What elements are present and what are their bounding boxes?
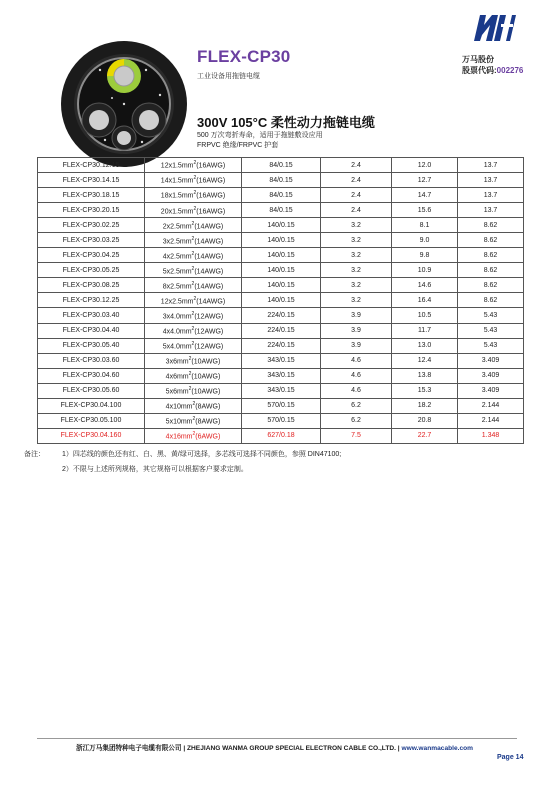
table-cell-strand: 343/0.15 (242, 383, 321, 398)
table-cell-strand: 570/0.15 (242, 398, 321, 413)
table-cell-part: FLEX-CP30.03.25 (38, 233, 145, 248)
table-cell-strand: 627/0.18 (242, 428, 321, 443)
table-cell-spec: $4x4.0mm^2(12AWG)$ (145, 323, 242, 338)
table-row (38, 173, 524, 188)
table-cell-c3: 2.4 (321, 203, 392, 218)
table-cell-c5: 13.7 (458, 158, 524, 173)
table-cell-part: FLEX-CP30.12.15 (38, 158, 145, 173)
table-row (38, 383, 524, 398)
table-row (38, 398, 524, 413)
table-cell-strand: 343/0.15 (242, 368, 321, 383)
table-cell-part: FLEX-CP30.12.25 (38, 293, 145, 308)
table-cell-c3: 7.5 (321, 428, 392, 443)
table-cell-spec: $4x16mm^2(6AWG)$ (145, 428, 242, 443)
table-cell-spec: $4x6mm^2(10AWG)$ (145, 368, 242, 383)
table-cell-c3: 3.9 (321, 308, 392, 323)
table-cell-c4: 12.4 (392, 353, 458, 368)
table-cell-spec: $4x2.5mm^2(14AWG)$ (145, 248, 242, 263)
table-cell-c4: 15.3 (392, 383, 458, 398)
table-row (38, 188, 524, 203)
table-cell-part: FLEX-CP30.02.25 (38, 218, 145, 233)
table-cell-c4: 14.6 (392, 278, 458, 293)
table-cell-spec: $8x2.5mm^2(14AWG)$ (145, 278, 242, 293)
table-row (38, 353, 524, 368)
table-cell-part: FLEX-CP30.20.15 (38, 203, 145, 218)
table-row (38, 203, 524, 218)
table-cell-c3: 3.2 (321, 218, 392, 233)
table-cell-c5: 1.348 (458, 428, 524, 443)
table-cell-strand: 140/0.15 (242, 293, 321, 308)
table-cell-c5: 5.43 (458, 338, 524, 353)
table-cell-part: FLEX-CP30.04.60 (38, 368, 145, 383)
table-row (38, 308, 524, 323)
stock-code (462, 65, 523, 76)
table-cell-strand: 84/0.15 (242, 173, 321, 188)
stock-code-value: 002276 (496, 66, 524, 75)
product-subtitle: 工业设备用拖链电缆 (197, 73, 260, 80)
table-cell-c3: 4.6 (321, 353, 392, 368)
table-cell-c4: 13.0 (392, 338, 458, 353)
table-cell-part: FLEX-CP30.03.60 (38, 353, 145, 368)
table-cell-c5: 3.409 (458, 368, 524, 383)
table-cell-c4: 12.0 (392, 158, 458, 173)
table-cell-spec: $3x2.5mm^2(14AWG)$ (145, 233, 242, 248)
table-cell-c5: 8.62 (458, 278, 524, 293)
table-cell-part: FLEX-CP30.03.40 (38, 308, 145, 323)
table-cell-part: FLEX-CP30.04.25 (38, 248, 145, 263)
table-row (38, 248, 524, 263)
spec-table (37, 157, 524, 444)
product-title: FLEX-CP30 (197, 47, 291, 66)
table-cell-c4: 20.8 (392, 413, 458, 428)
table-cell-c4: 15.6 (392, 203, 458, 218)
table-row (38, 218, 524, 233)
table-cell-c4: 12.7 (392, 173, 458, 188)
table-cell-part: FLEX-CP30.08.25 (38, 278, 145, 293)
table-cell-strand: 140/0.15 (242, 248, 321, 263)
table-cell-spec: $14x1.5mm^2(16AWG)$ (145, 173, 242, 188)
table-cell-part: FLEX-CP30.05.100 (38, 413, 145, 428)
table-cell-c5: 13.7 (458, 203, 524, 218)
table-cell-strand: 343/0.15 (242, 353, 321, 368)
page-number: Page 14 (497, 754, 524, 761)
table-cell-c3: 6.2 (321, 413, 392, 428)
table-cell-c5: 8.62 (458, 263, 524, 278)
table-cell-c5: 8.62 (458, 293, 524, 308)
table-cell-spec: $4x10mm^2(8AWG)$ (145, 398, 242, 413)
table-cell-c4: 9.8 (392, 248, 458, 263)
table-cell-c3: 3.2 (321, 293, 392, 308)
table-cell-c5: 3.409 (458, 353, 524, 368)
table-row (38, 293, 524, 308)
note-2: 2）不限与上述所列规格，其它规格可以根据客户要求定制。 (62, 466, 248, 473)
table-cell-c5: 3.409 (458, 383, 524, 398)
table-cell-c5: 13.7 (458, 173, 524, 188)
cable-cross-section-image (60, 40, 188, 168)
footer-company: 浙江万马集团特种电子电缆有限公司 | ZHEJIANG WANMA GROUP SPECIAL ELECTRON CABLE CO.,LTD. | (76, 745, 402, 752)
table-row (38, 158, 524, 173)
table-cell-spec: $12x2.5mm^2(14AWG)$ (145, 293, 242, 308)
table-cell-c3: 4.6 (321, 368, 392, 383)
table-cell-spec: $12x1.5mm^2(16AWG)$ (145, 158, 242, 173)
product-heading: 300V 105°C 柔性动力拖链电缆 (197, 115, 375, 130)
table-cell-spec: $20x1.5mm^2(16AWG)$ (145, 203, 242, 218)
table-cell-spec: $5x10mm^2(8AWG)$ (145, 413, 242, 428)
notes-label: 备注： (24, 451, 45, 458)
table-cell-c3: 2.4 (321, 188, 392, 203)
footer-divider (37, 738, 517, 739)
table-cell-part: FLEX-CP30.05.25 (38, 263, 145, 278)
footer-text (76, 742, 473, 752)
table-cell-c4: 18.2 (392, 398, 458, 413)
table-cell-c3: 3.2 (321, 263, 392, 278)
table-cell-part: FLEX-CP30.18.15 (38, 188, 145, 203)
table-cell-part: FLEX-CP30.04.160 (38, 428, 145, 443)
table-cell-c5: 2.144 (458, 398, 524, 413)
table-row (38, 233, 524, 248)
table-row (38, 368, 524, 383)
table-row (38, 323, 524, 338)
table-cell-c3: 3.2 (321, 233, 392, 248)
table-cell-c3: 2.4 (321, 158, 392, 173)
table-cell-c4: 13.8 (392, 368, 458, 383)
table-cell-c4: 10.5 (392, 308, 458, 323)
table-cell-part: FLEX-CP30.04.100 (38, 398, 145, 413)
product-description-line2: FRPVC 绝缘/FRPVC 护套 (197, 142, 279, 149)
table-cell-part: FLEX-CP30.14.15 (38, 173, 145, 188)
table-cell-spec: $5x2.5mm^2(14AWG)$ (145, 263, 242, 278)
table-cell-c5: 8.62 (458, 248, 524, 263)
wanma-logo-icon (472, 11, 517, 43)
table-cell-c4: 8.1 (392, 218, 458, 233)
company-name: 万马股份 (462, 55, 494, 64)
table-row (38, 338, 524, 353)
table-cell-c4: 16.4 (392, 293, 458, 308)
table-cell-c3: 3.2 (321, 278, 392, 293)
table-cell-spec: $18x1.5mm^2(16AWG)$ (145, 188, 242, 203)
table-cell-c4: 11.7 (392, 323, 458, 338)
product-description-line1: 500 万次弯折寿命，适用于拖链敷设应用 (197, 132, 323, 139)
table-row (38, 428, 524, 443)
table-cell-part: FLEX-CP30.05.60 (38, 383, 145, 398)
table-cell-c3: 3.9 (321, 338, 392, 353)
table-row (38, 413, 524, 428)
table-cell-spec: $2x2.5mm^2(14AWG)$ (145, 218, 242, 233)
table-cell-c3: 6.2 (321, 398, 392, 413)
table-cell-part: FLEX-CP30.04.40 (38, 323, 145, 338)
table-cell-spec: $3x4.0mm^2(12AWG)$ (145, 308, 242, 323)
note-1: 1）四芯线的颜色还有红、白、黑、黄/绿可选择，多芯线可选择不同颜色，参照 DIN47100; (62, 451, 342, 458)
table-cell-c3: 3.9 (321, 323, 392, 338)
table-cell-spec: $3x6mm^2(10AWG)$ (145, 353, 242, 368)
table-cell-c5: 5.43 (458, 323, 524, 338)
table-cell-strand: 140/0.15 (242, 218, 321, 233)
table-cell-c5: 8.62 (458, 233, 524, 248)
table-cell-strand: 140/0.15 (242, 278, 321, 293)
table-cell-c5: 2.144 (458, 413, 524, 428)
table-cell-c5: 8.62 (458, 218, 524, 233)
table-cell-strand: 140/0.15 (242, 233, 321, 248)
table-cell-spec: $5x6mm^2(10AWG)$ (145, 383, 242, 398)
table-cell-strand: 224/0.15 (242, 323, 321, 338)
table-cell-spec: $5x4.0mm^2(12AWG)$ (145, 338, 242, 353)
table-cell-c5: 13.7 (458, 188, 524, 203)
table-cell-c3: 2.4 (321, 173, 392, 188)
footer-website-link[interactable]: www.wanmacable.com (401, 745, 474, 752)
table-row (38, 278, 524, 293)
table-row (38, 263, 524, 278)
table-cell-c4: 10.9 (392, 263, 458, 278)
table-cell-strand: 84/0.15 (242, 188, 321, 203)
table-cell-strand: 84/0.15 (242, 158, 321, 173)
table-cell-c4: 9.0 (392, 233, 458, 248)
stock-label: 股票代码: (462, 66, 497, 75)
table-cell-strand: 140/0.15 (242, 263, 321, 278)
table-cell-c4: 14.7 (392, 188, 458, 203)
table-cell-c4: 22.7 (392, 428, 458, 443)
table-cell-c3: 3.2 (321, 248, 392, 263)
table-cell-strand: 224/0.15 (242, 338, 321, 353)
table-cell-strand: 224/0.15 (242, 308, 321, 323)
table-cell-strand: 84/0.15 (242, 203, 321, 218)
table-cell-c3: 4.6 (321, 383, 392, 398)
table-cell-c5: 5.43 (458, 308, 524, 323)
table-cell-strand: 570/0.15 (242, 413, 321, 428)
table-cell-part: FLEX-CP30.05.40 (38, 338, 145, 353)
